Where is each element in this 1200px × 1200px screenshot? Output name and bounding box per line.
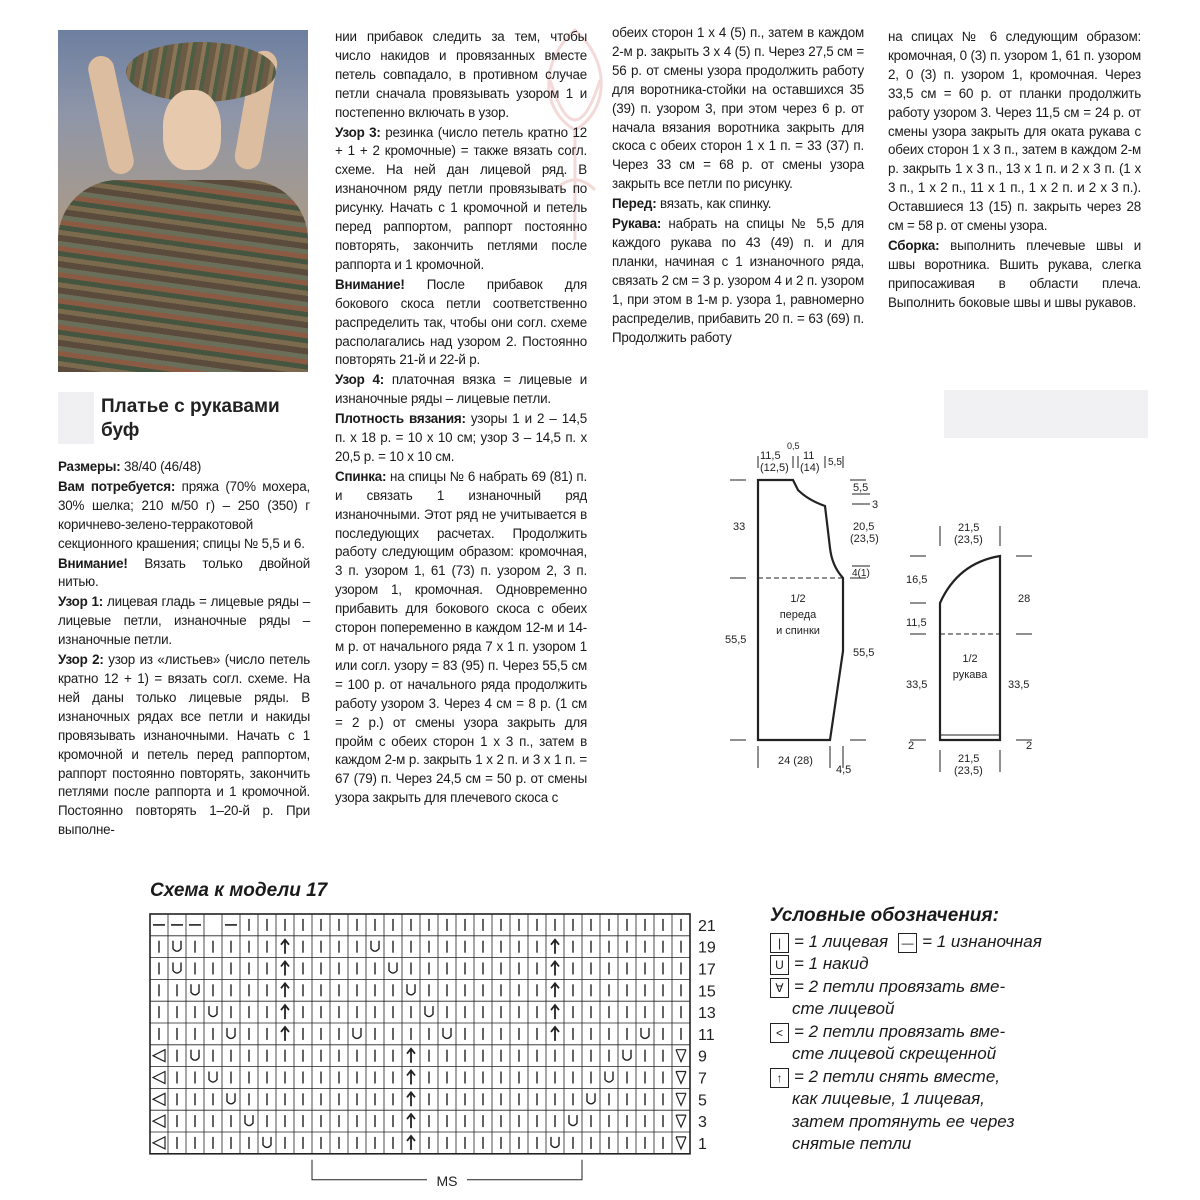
article-paragraph (612, 24, 864, 194)
paragraph-heading: Внимание! (335, 276, 405, 292)
chart-cell-symbol (281, 1005, 289, 1019)
article-paragraph (888, 237, 1141, 313)
model-photo (58, 30, 308, 372)
chart-cell-symbol (173, 963, 181, 974)
chart-cell-symbol (551, 940, 559, 954)
legend-sk2p-4: снятые петли (792, 1134, 912, 1153)
legend-row-yo (770, 953, 1090, 976)
dim-sleeve-cap: 16,5 (906, 574, 928, 586)
chart-cell-symbol (551, 1137, 559, 1148)
chart-row-number: 11 (698, 1026, 715, 1044)
k2tog-symbol-icon: ∀ (770, 978, 789, 998)
chart-row-number: 13 (698, 1005, 716, 1023)
repeat-label: MS (436, 1172, 458, 1189)
dim-lower-right: 55,5 (853, 647, 875, 659)
decorative-grey-box (944, 390, 1148, 438)
dim-sleeve-cap-right: 28 (1018, 593, 1031, 605)
legend-k2tog-tbl-1: = 2 петли провязать вме- (794, 1021, 1006, 1041)
chart-cell-symbol (173, 941, 181, 952)
chart-cell-symbol (407, 1114, 415, 1128)
legend-row-knit (770, 931, 1090, 954)
dim-sleeve-top-b: (23,5) (954, 534, 983, 546)
chart-cell-symbol (623, 1050, 631, 1061)
chart-cell-symbol (227, 1028, 235, 1039)
article-paragraph (612, 195, 864, 214)
dim-collar-5-5: 5,5 (853, 482, 869, 494)
text-column-1 (58, 458, 310, 841)
paragraph-text: После прибавок для бокового скоса петли соответственно распределить так, чтобы они согл. схеме располагались над узором 2. Постоянно повторять 21-й и 22-й р. (335, 276, 587, 368)
chart-cell-symbol (153, 1072, 165, 1084)
article-paragraph (58, 555, 310, 593)
dim-sleeve-11-5: 11,5 (906, 617, 927, 629)
legend-k2tog-tbl-2: сте лицевой скрещенной (792, 1044, 997, 1063)
dim-bottom-width: 24 (28) (778, 755, 813, 767)
chart-cell-symbol (407, 1071, 415, 1085)
text-column-4 (888, 28, 1141, 314)
dim-sleeve-top: 21,5 (958, 522, 980, 534)
chart-row-number: 5 (698, 1092, 707, 1110)
chart-row-number: 7 (698, 1070, 707, 1088)
article-paragraph (888, 28, 1141, 236)
article-paragraph (58, 593, 310, 650)
yo-symbol-icon: U (770, 955, 789, 975)
body-label-3: и спинки (776, 625, 820, 637)
chart-cell-symbol (676, 1115, 686, 1127)
paragraph-text: узоры 1 и 2 – 14,5 п. х 18 р. = 10 х 10 см; узор 3 – 14,5 п. х 20,5 р. = 10 х 10 см. (335, 411, 587, 464)
text-column-3 (612, 24, 864, 348)
chart-row-number: 9 (698, 1048, 707, 1066)
article-paragraph (612, 215, 864, 347)
legend-sk2p-3: затем протянуть ее через (792, 1111, 1015, 1131)
chart-cell-symbol (641, 1028, 649, 1039)
paragraph-text: лицевая гладь = лицевые ряды – лицевые петли, изнаночные ряды – изнаночные петли. (58, 594, 310, 648)
chart-row-number: 3 (698, 1114, 707, 1132)
text-column-2 (335, 28, 587, 809)
dim-armhole-height: 33 (733, 521, 746, 533)
chart-cell-symbol (676, 1050, 686, 1062)
sleeve-outline (940, 556, 1000, 740)
legend-row-k2tog-tbl (770, 1021, 1090, 1044)
paragraph-heading: Узор 4: (335, 372, 384, 388)
chart-row-number: 1 (698, 1135, 707, 1153)
chart-cell-symbol (605, 1072, 613, 1083)
legend-k2tog-2: сте лицевой (792, 999, 895, 1018)
chart-cell-symbol (676, 1137, 686, 1149)
paragraph-heading: Сборка: (888, 237, 940, 253)
article-paragraph (58, 651, 310, 840)
legend-k2tog-1: = 2 петли провязать вме- (794, 976, 1006, 996)
legend-sk2p-2: как лицевые, 1 лицевая, (792, 1089, 985, 1108)
chart-cell-symbol (407, 984, 415, 995)
chart-cell-symbol (281, 1027, 289, 1041)
chart-row-number: 17 (698, 961, 716, 979)
paragraph-text: обеих сторон 1 х 4 (5) п., затем в каждом 2-м р. закрыть 3 х 4 (5) п. Через 27,5 см = 56 р. от смены узора продолжить работу для воротника-стойки на оставшихся 35 (39) п. узором 3, при этом через 6 р. от начала вязания воротника закрыть для скоса с обеих сторон 1 х 1 п. = 33 (37) п. Через 33 см = 68 р. от смены узора закрыть все петли по рисунку. (612, 25, 864, 192)
paragraph-text: на спицы № 6 набрать 69 (81) п. и связать 1 изнаночный ряд изнаночными. Этот ряд не учитывается в последующих расчетах. Продолжить работу следующим образом: кромочная, 3 п. узором 1, 61 (73) п. узором 2, 3 п. узором 1, кромочная. Одновременно прибавить для бокового скоса с обеих сторон попеременно в каждом 12-м и 14-м р. от начального ряда 7 х 1 п. узором 1 или согл. узору = 83 (95) п. Через 55,5 см = 100 р. от начального ряда продолжить работу узором 3. Через 4 см = 8 р. (1 см = 2 р.) от смены узора закрыть для пройм с обеих сторон 1 х 3 п., затем в каждом 2-м р. закрыть 1 х 2 п. и 3 х 1 п. = 67 (79) п. Через 24,5 см = 50 р. от смены узора закрыть для плечевого скоса с (335, 468, 587, 806)
dim-sleeve-bottom: 21,5 (958, 753, 980, 765)
paragraph-heading: Перед: (612, 196, 657, 212)
dim-sleeve-2-left: 2 (908, 740, 915, 752)
article-paragraph (335, 371, 587, 409)
sleeve-label-1: 1/2 (962, 653, 978, 665)
dim-top-width-2b: (14) (800, 462, 820, 474)
body-label-1: 1/2 (790, 593, 806, 605)
paragraph-heading: Узор 1: (58, 594, 104, 610)
chart-cell-symbol (676, 1072, 686, 1084)
chart-cell-symbol (407, 1092, 415, 1106)
dim-top-width-1: 11,5 (760, 450, 781, 462)
chart-row-number: 21 (698, 917, 716, 935)
chart-cell-symbol (551, 962, 559, 976)
paragraph-text: Вязать только двойной нитью. (58, 555, 310, 590)
dim-lower-left: 55,5 (725, 634, 747, 646)
chart-cell-symbol (209, 1072, 217, 1083)
article-paragraph (335, 124, 587, 275)
article-title: Платье с рукавами буф (101, 396, 280, 441)
paragraph-text: 38/40 (46/48) (120, 459, 202, 474)
paragraph-text: нии прибавок следить за тем, чтобы число накидов и провязанных вместе петель совпадало, в противном случае петли сначала провязывать узором 1 и постепенно включать в узор. (335, 29, 587, 120)
paragraph-text: узор из «листьев» (число петель кратно 12 + 1) = вязать согл. схеме. На ней даны только лицевые ряды. В изнаночных рядах все петли и накиды провязывать изнаночными. Начать с 1 кромочной и петель перед раппортом, раппорт постоянно повторять, закончить петлями после раппорта и 1 кромочной. Постоянно повторять 1–20-й р. При выполне- (58, 652, 310, 838)
dim-top-collar: 5,5 (828, 457, 842, 468)
dim-armhole-right: 20,5 (853, 521, 875, 533)
dim-sleeve-33-5-right: 33,5 (1008, 679, 1030, 691)
chart-cell-symbol (407, 1049, 415, 1063)
chart-row-number: 19 (698, 939, 716, 957)
paragraph-heading: Размеры: (58, 459, 121, 474)
sk2p-symbol-icon: ↑ (770, 1068, 789, 1088)
paragraph-text: пряжа (70% мохера, 30% шелка; 210 м/50 г) – 250 (350) г коричнево-зелено-терракотовой секционного крашения; спицы № 5,5 и 6. (58, 478, 310, 551)
chart-cell-symbol (443, 1028, 451, 1039)
face-shape (163, 90, 221, 170)
dim-top-gap: 0,5 (787, 441, 800, 451)
garment-pattern-diagram (700, 438, 1060, 783)
chart-cell-symbol (209, 1006, 217, 1017)
knitting-chart (145, 910, 735, 1190)
paragraph-heading: Рукава: (612, 216, 662, 232)
chart-cell-symbol (551, 1027, 559, 1041)
chart-cell-symbol (353, 1028, 361, 1039)
paragraph-heading: Вам потребуется: (58, 478, 176, 494)
chart-cell-symbol (676, 1093, 686, 1105)
body-label-2: переда (779, 609, 817, 621)
paragraph-heading: Внимание! (58, 555, 128, 571)
chart-cell-symbol (245, 1115, 253, 1126)
legend-title: Условные обозначения: (770, 905, 999, 926)
k2tog-tbl-symbol-icon: < (770, 1023, 789, 1043)
chart-cell-symbol (569, 1115, 577, 1126)
chart-cell-symbol (551, 1005, 559, 1019)
dim-sleeve-33-5-left: 33,5 (906, 679, 928, 691)
chart-cell-symbol (281, 940, 289, 954)
chart-row-number: 15 (698, 983, 716, 1001)
legend-purl: = 1 изнаночная (922, 931, 1042, 951)
dim-sleeve-2-right: 2 (1026, 740, 1033, 752)
chart-title: Схема к модели 17 (150, 880, 328, 901)
dim-armhole-right-b: (23,5) (850, 533, 879, 545)
paragraph-text: на спицах № 6 следующим образом: кромочная, 0 (3) п. узором 1, 61 п. узором 2, 0 (3) п. узором 1, кромочная. Через 33,5 см = 60 р. от планки продолжить работу узором 3. Через 11,5 см = 24 р. от смены узора закрыть для оката рукава с обеих сторон 1 х 3 п., затем в каждом 2-м р. закрыть 1 х 3 п., 13 х 1 п. и 2 х 3 п. (1 х 3 п., 1 х 2 п., 11 х 1 п., 1 х 2 п. и 2 х 3 п.). Оставшиеся 13 (15) п. закрыть через 28 см = 58 р. от смены узора. (888, 29, 1141, 234)
legend-row-k2tog (770, 976, 1090, 999)
article-paragraph (58, 458, 310, 477)
article-paragraph (335, 276, 587, 371)
chart-cell-symbol (227, 1093, 235, 1104)
article-paragraph (335, 28, 587, 123)
chart-cell-symbol (407, 1136, 415, 1150)
chart-cell-symbol (191, 984, 199, 995)
chart-cell-symbol (153, 1115, 165, 1127)
legend-yo: = 1 накид (794, 954, 869, 973)
purl-symbol-icon: — (898, 933, 917, 953)
paragraph-heading: Спинка: (335, 468, 387, 484)
legend (770, 905, 1090, 1156)
paragraph-text: платочная вязка = лицевые и изнаночные ряды – лицевые петли. (335, 372, 588, 407)
dim-armhole-4: 4(1) (852, 568, 870, 579)
chart-cell-symbol (587, 1093, 595, 1104)
article-paragraph (335, 410, 587, 467)
sleeve-label-2: рукава (952, 669, 988, 681)
chart-cell-symbol (191, 1050, 199, 1061)
knit-symbol-icon: | (770, 933, 789, 953)
chart-cell-symbol (425, 1006, 433, 1017)
legend-sk2p-1: = 2 петли снять вместе, (794, 1066, 1001, 1086)
chart-cell-symbol (263, 1137, 271, 1148)
paragraph-text: вязать, как спинку. (656, 196, 772, 212)
paragraph-text: резинка (число петель кратно 12 + 1 + 2 кромочные) = также вязать согл. схеме. На ней дан лицевой ряд. В изнаночном ряду петли провязывать по рисунку. Начать с 1 кромочной и петель перед раппортом, раппорт постоянно повторять, закончить петлями после раппорта и 1 кромочной. (335, 124, 588, 272)
legend-knit: = 1 лицевая (794, 931, 889, 951)
paragraph-heading: Узор 2: (58, 652, 104, 668)
chart-cell-symbol (389, 963, 397, 974)
chart-cell-symbol (281, 962, 289, 976)
paragraph-text: выполнить плечевые швы и швы воротника. Вшить рукава, слегка припосаживая в области плеча. Выполнить боковые швы и швы рукавов. (888, 237, 1141, 310)
title-band (58, 392, 94, 444)
dim-top-width-2: 11 (803, 450, 815, 462)
article-paragraph (58, 478, 310, 554)
paragraph-text: набрать на спицы № 5,5 для каждого рукава по 43 (49) п. и для планки, начиная с 1 изнаночного ряда, связать 2 см = 3 р. узором 4 и 2 п. узором 1, при этом в 1-м р. узора 1, равномерно распределив, прибавить 20 п. = 63 (69) п. Продолжить работу (612, 216, 864, 345)
dim-top-width-1b: (12,5) (760, 462, 789, 474)
article-paragraph (335, 468, 587, 808)
dim-bottom-4-5: 4,5 (836, 764, 852, 776)
sweater-shape (58, 180, 308, 372)
chart-cell-symbol (281, 983, 289, 997)
legend-row-sk2p (770, 1066, 1090, 1089)
chart-cell-symbol (153, 1093, 165, 1105)
chart-cell-symbol (371, 941, 379, 952)
paragraph-heading: Плотность вязания: (335, 411, 466, 427)
chart-cell-symbol (551, 983, 559, 997)
paragraph-heading: Узор 3: (335, 124, 381, 140)
dim-collar-3: 3 (872, 499, 879, 511)
dim-sleeve-bottom-b: (23,5) (954, 765, 983, 777)
chart-cell-symbol (153, 1050, 165, 1062)
chart-cell-symbol (153, 1137, 165, 1149)
